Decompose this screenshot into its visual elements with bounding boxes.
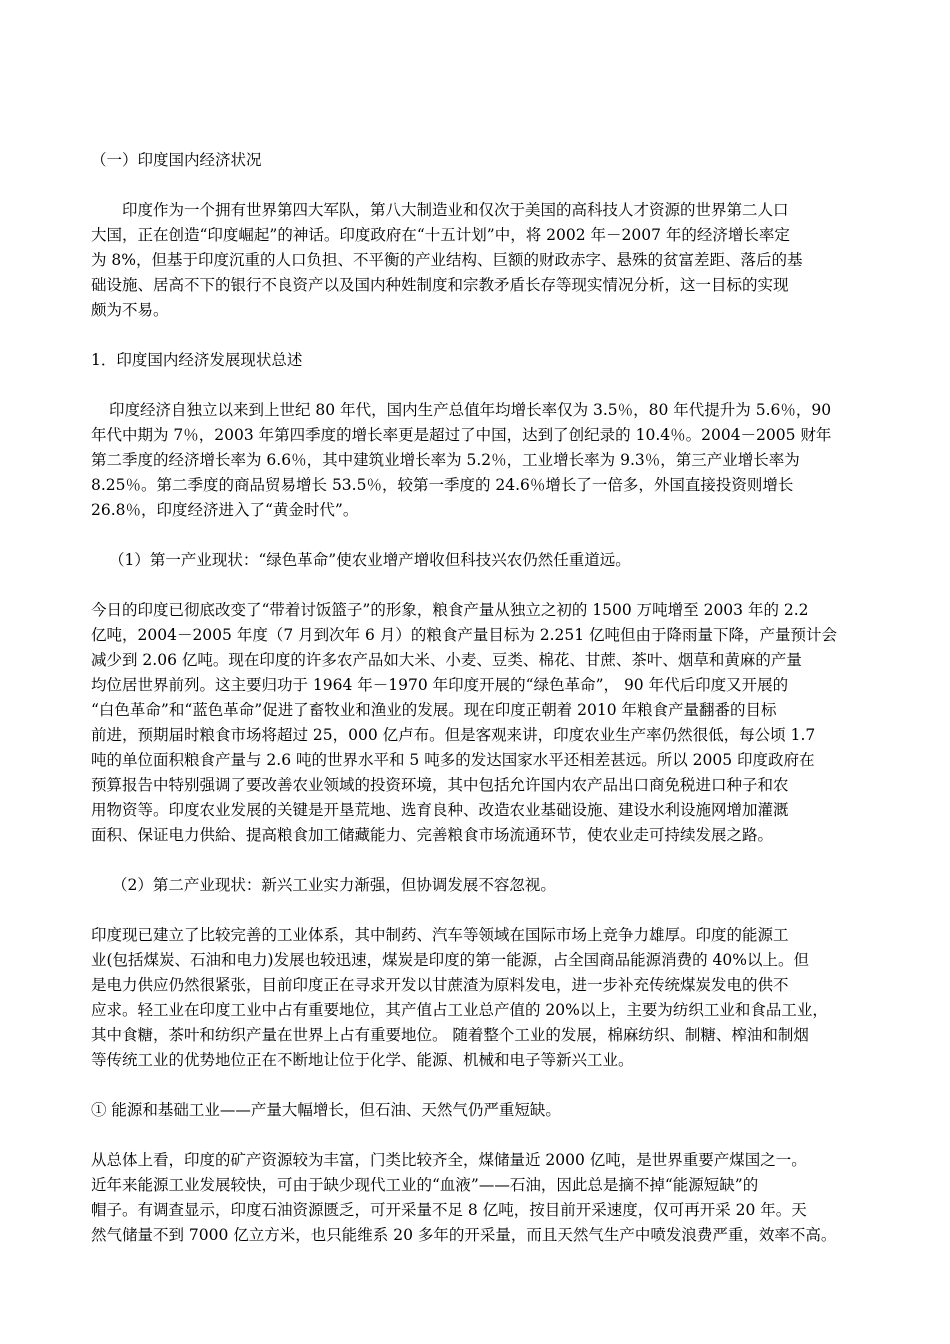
spacer <box>91 173 861 198</box>
paragraph-line: 26.8％，印度经济进入了“黄金时代”。 <box>91 501 359 519</box>
paragraph-line: 面积、保证电力供給、提高粮食加工储藏能力、完善粮食市场流通环节，使农业走可持续发展之路。 <box>91 826 774 844</box>
spacer <box>91 323 861 348</box>
subheading-overview: 1．印度国内经济发展现状总述 <box>91 351 303 369</box>
paragraph-line: 业(包括煤炭、石油和电力)发展也较迅速，煤炭是印度的第一能源，占全国商品能源消费的 40%以上。但 <box>91 951 809 969</box>
paragraph-line: “白色革命”和“蓝色革命”促进了畜牧业和渔业的发展。现在印度正朝着 2010 年粮食产量翻番的目标 <box>91 701 777 719</box>
spacer <box>91 898 861 923</box>
subheading-energy-industry: ① 能源和基础工业——产量大幅增长，但石油、天然气仍严重短缺。 <box>91 1101 561 1119</box>
spacer <box>91 373 861 398</box>
subheading-secondary-industry: （2）第二产业现状：新兴工业实力渐强，但协调发展不容忽视。 <box>112 876 556 894</box>
intro-paragraph <box>91 198 861 323</box>
paragraph-line: 础设施、居高不下的银行不良资产以及国内种姓制度和宗教矛盾长存等现实情况分析，这一目标的实现 <box>91 276 789 294</box>
paragraph-line: 颇为不易。 <box>91 301 169 319</box>
spacer <box>91 573 861 598</box>
paragraph-line: 8.25％。第二季度的商品贸易增长 53.5％，较第一季度的 24.6％增长了一倍多，外国直接投资则增长 <box>91 476 794 494</box>
paragraph-line: 亿吨，2004－2005 年度（7 月到次年 6 月）的粮食产量目标为 2.251 亿吨但由于降雨量下降，产量预计会 <box>91 626 838 644</box>
paragraph-line: 印度现已建立了比较完善的工业体系，其中制药、汽车等领域在国际市场上竞争力雄厚。印度的能源工 <box>91 926 789 944</box>
paragraph-line: 应求。轻工业在印度工业中占有重要地位，其产值占工业总产值的 20%以上，主要为纺织工业和食品工业， <box>91 1001 828 1019</box>
paragraph-line: 是电力供应仍然很紧张，目前印度正在寻求开发以甘蔗渣为原料发电，进一步补充传统煤炭发电的供不 <box>91 976 789 994</box>
paragraph-line: 近年来能源工业发展较快，可由于缺少现代工业的“血液”——石油，因此总是摘不掉“能源短缺”的 <box>91 1176 759 1194</box>
paragraph-line: 然气储量不到 7000 亿立方米，也只能维系 20 多年的开采量，而且天然气生产中喷发浪费严重，效率不高。 <box>91 1226 837 1244</box>
paragraph-line: 印度经济自独立以来到上世纪 80 年代，国内生产总值年均增长率仅为 3.5％，80 年代提升为 5.6％，90 <box>109 401 832 419</box>
paragraph-line: 帽子。有调查显示，印度石油资源匮乏，可开采量不足 8 亿吨，按目前开采速度，仅可再开采 20 年。天 <box>91 1201 807 1219</box>
paragraph-line: 大国，正在创造“印度崛起”的神话。印度政府在“十五计划”中，将 2002 年－2007 年的经济增长率定 <box>91 226 790 244</box>
paragraph-line: 预算报告中特别强调了要改善农业领域的投资环境，其中包括允许国内农产品出口商免税进口种子和农 <box>91 776 789 794</box>
paragraph-line: 均位居世界前列。这主要归功于 1964 年－1970 年印度开展的“绿色革命”， 90 年代后印度又开展的 <box>91 676 789 694</box>
paragraph-line: 从总体上看，印度的矿产资源较为丰富，门类比较齐全，煤储量近 2000 亿吨，是世界重要产煤国之一。 <box>91 1151 807 1169</box>
section-title: （一）印度国内经济状况 <box>91 151 262 169</box>
energy-industry-paragraph <box>91 1148 861 1248</box>
paragraph-line: 其中食糖，茶叶和纺织产量在世界上占有重要地位。 随着整个工业的发展，棉麻纺织、制糖、榨油和制烟 <box>91 1026 809 1044</box>
paragraph-line: 印度作为一个拥有世界第四大军队，第八大制造业和仅次于美国的高科技人才资源的世界第二人口 <box>122 201 789 219</box>
subheading-primary-industry: （1）第一产业现状：“绿色革命”使农业增产增收但科技兴农仍然任重道远。 <box>109 551 631 569</box>
paragraph-line: 用物资等。印度农业发展的关键是开垦荒地、选育良种、改造农业基础设施、建设水利设施网增加灌溉 <box>91 801 789 819</box>
spacer <box>91 1123 861 1148</box>
document-page <box>91 148 861 1248</box>
spacer <box>91 1073 861 1098</box>
secondary-industry-paragraph <box>91 923 861 1073</box>
paragraph-line: 今日的印度已彻底改变了“带着讨饭篮子”的形象，粮食产量从独立之初的 1500 万吨增至 2003 年的 2.2 <box>91 601 809 619</box>
paragraph-line: 第二季度的经济增长率为 6.6％，其中建筑业增长率为 5.2％，工业增长率为 9.3％，第三产业增长率为 <box>91 451 800 469</box>
paragraph-line: 等传统工业的优势地位正在不断地让位于化学、能源、机械和电子等新兴工业。 <box>91 1051 634 1069</box>
paragraph-line: 吨的单位面积粮食产量与 2.6 吨的世界水平和 5 吨多的发达国家水平还相差甚远。所以 2005 印度政府在 <box>91 751 815 769</box>
paragraph-line: 减少到 2.06 亿吨。现在印度的许多农产品如大米、小麦、豆类、棉花、甘蔗、茶叶、烟草和黄麻的产量 <box>91 651 802 669</box>
primary-industry-paragraph <box>91 598 861 848</box>
paragraph-line: 年代中期为 7％，2003 年第四季度的增长率更是超过了中国，达到了创纪录的 10.4％。2004－2005 财年 <box>91 426 832 444</box>
spacer <box>91 848 861 873</box>
paragraph-line: 前进，预期届时粮食市场将超过 25，000 亿卢布。但是客观来讲，印度农业生产率仍然很低，每公顷 1.7 <box>91 726 816 744</box>
paragraph-line: 为 8%，但基于印度沉重的人口负担、不平衡的产业结构、巨额的财政赤字、悬殊的贫富差距、落后的基 <box>91 251 803 269</box>
spacer <box>91 523 861 548</box>
overview-paragraph <box>91 398 861 523</box>
